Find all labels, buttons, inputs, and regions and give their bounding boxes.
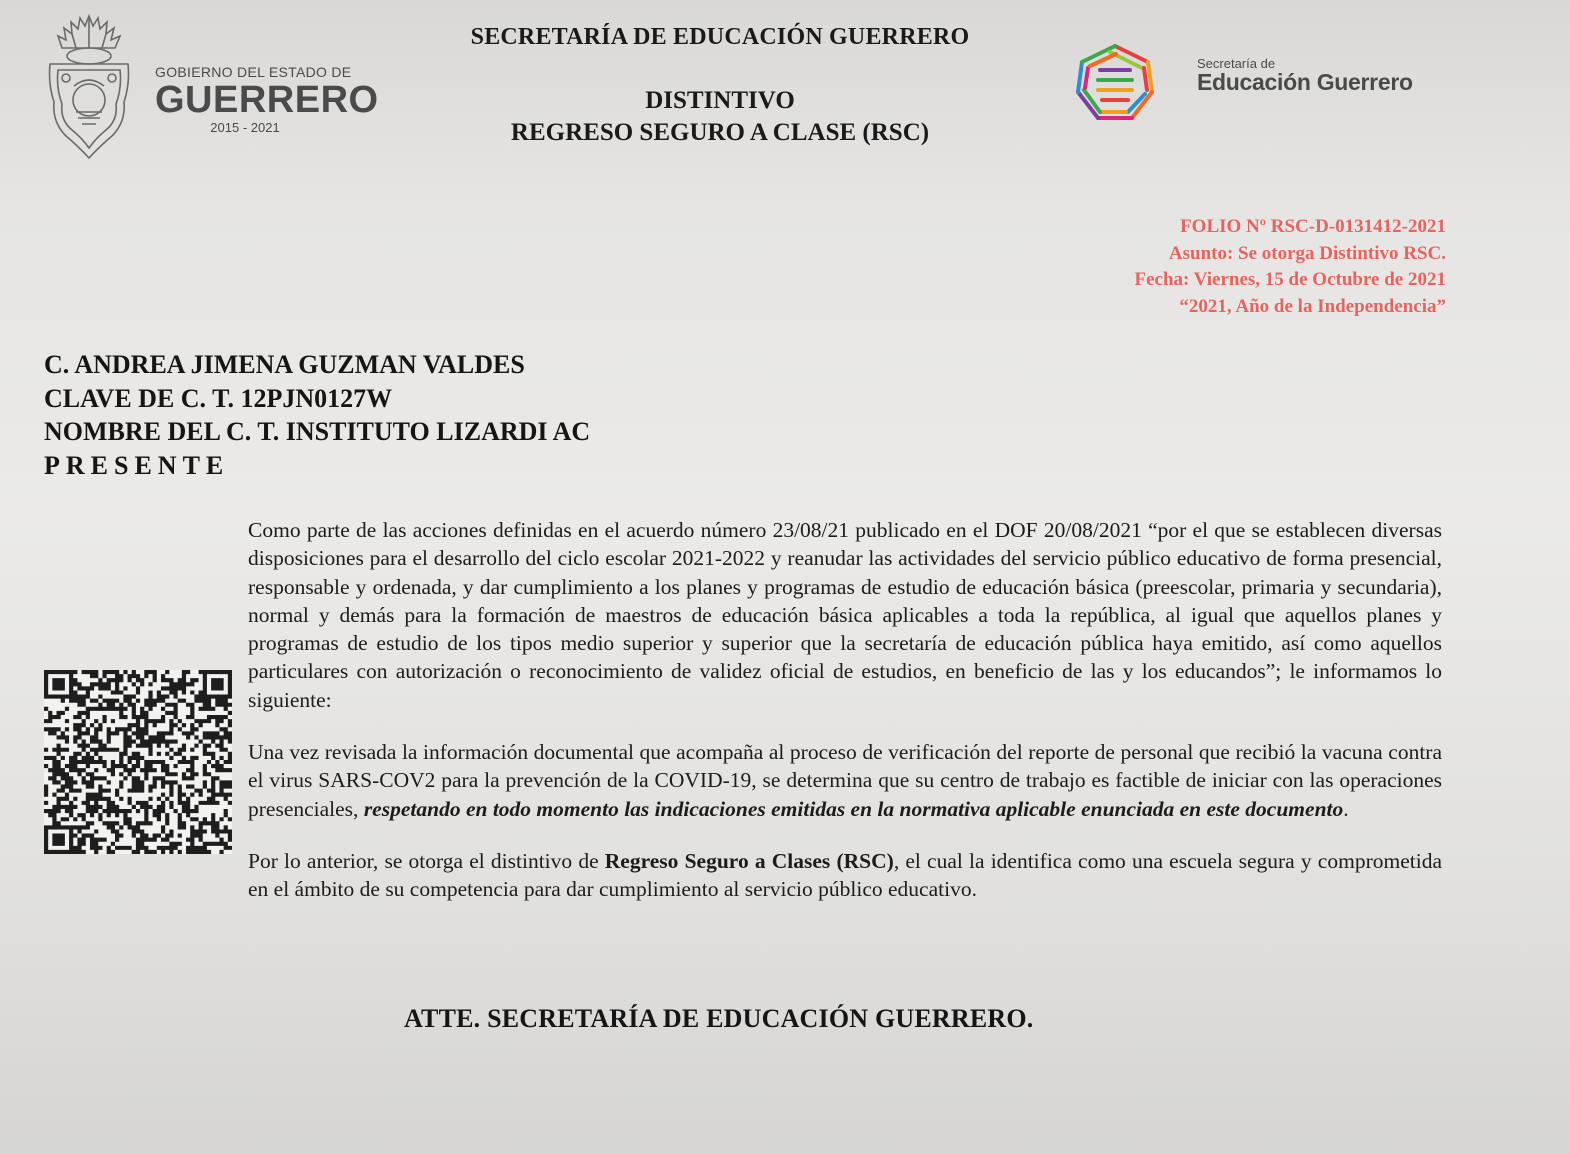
header-regreso-seguro: REGRESO SEGURO A CLASE (RSC) <box>510 119 930 146</box>
header-secretaria-title: SECRETARÍA DE EDUCACIÓN GUERRERO <box>470 24 970 50</box>
colorful-hexagon-logo-icon <box>1070 40 1160 125</box>
qr-code-icon <box>44 670 232 854</box>
body-paragraph-2-end: . <box>1343 796 1349 821</box>
body-paragraph-3-end: , el cual la identifica como una escuela segura y comprometida en el ámbito de su competencia para dar cumplimiento al servicio público educativo. <box>248 848 1442 902</box>
document-body <box>248 516 1442 904</box>
document-header <box>440 24 1000 147</box>
addressee-presente: PRESENTE <box>44 450 230 480</box>
body-paragraph-3 <box>248 847 1442 904</box>
body-paragraph-3-text: Por lo anterior, se otorga el distintivo de <box>248 848 605 873</box>
folio-asunto: Asunto: Se otorga Distintivo RSC. <box>1168 242 1446 264</box>
body-paragraph-1: Como parte de las acciones definidas en el acuerdo número 23/08/21 publicado en el DOF 20/08/2021 “por el que se establecen diversas disposiciones para el desarrollo del ciclo escolar 2021-2022 y reanudar las actividades del servicio público educativo de forma presencial, responsable y ordenada, y dar cumplimiento a los planes y programas de estudio de educación básica (preescolar, primaria y secundaria), normal y demás para la formación de maestros de educación básica aplicables a toda la república, al igual que aquellos planes y programas de estudio de los tipos medio superior y superior que la secretaría de educación pública haya emitido, así como aquellos particulares con autorización o reconocimiento de validez oficial de estudios, en beneficio de las y los educandos”; le informamos lo siguiente: <box>248 518 1442 712</box>
state-government-line1: GOBIERNO DEL ESTADO DE <box>155 64 352 80</box>
guerrero-state-seal-icon <box>42 12 137 162</box>
addressee-clave: CLAVE DE C. T. 12PJN0127W <box>44 383 393 413</box>
closing-signature-line: ATTE. SECRETARÍA DE EDUCACIÓN GUERRERO. <box>404 1004 1034 1033</box>
folio-number: FOLIO Nº RSC-D-0131412-2021 <box>1180 216 1446 237</box>
body-paragraph-2-text: Una vez revisada la información documental que acompaña al proceso de verificación del reporte de personal que recibió la vacuna contra el virus SARS-COV2 para la prevención de la COVID-19, se determina que su centro de trabajo es factible de iniciar con las operaciones presenciales, <box>248 740 1442 821</box>
header-distintivo: DISTINTIVO <box>645 87 795 114</box>
secretaria-wordmark <box>1197 56 1437 96</box>
body-paragraph-3-strong: Regreso Seguro a Clases (RSC) <box>604 848 894 873</box>
secretaria-wordmark-big: Educación Guerrero <box>1197 69 1413 95</box>
state-government-name: GUERRERO <box>155 79 379 121</box>
addressee-centro-trabajo: NOMBRE DEL C. T. INSTITUTO LIZARDI AC <box>44 417 591 446</box>
state-government-wordmark <box>155 64 379 135</box>
state-government-years: 2015 - 2021 <box>210 120 280 135</box>
folio-block <box>1134 214 1446 320</box>
secretaria-wordmark-small: Secretaría de <box>1197 56 1276 71</box>
folio-lema: “2021, Año de la Independencia” <box>1179 295 1446 317</box>
folio-fecha: Fecha: Viernes, 15 de Octubre de 2021 <box>1134 269 1446 290</box>
body-paragraph-2-emphasis: respetando en todo momento las indicaciones emitidas en la normativa aplicable enunciada en este documento <box>363 796 1344 821</box>
addressee-name: C. ANDREA JIMENA GUZMAN VALDES <box>44 350 525 379</box>
addressee-block <box>44 348 590 482</box>
body-paragraph-2 <box>248 738 1442 823</box>
